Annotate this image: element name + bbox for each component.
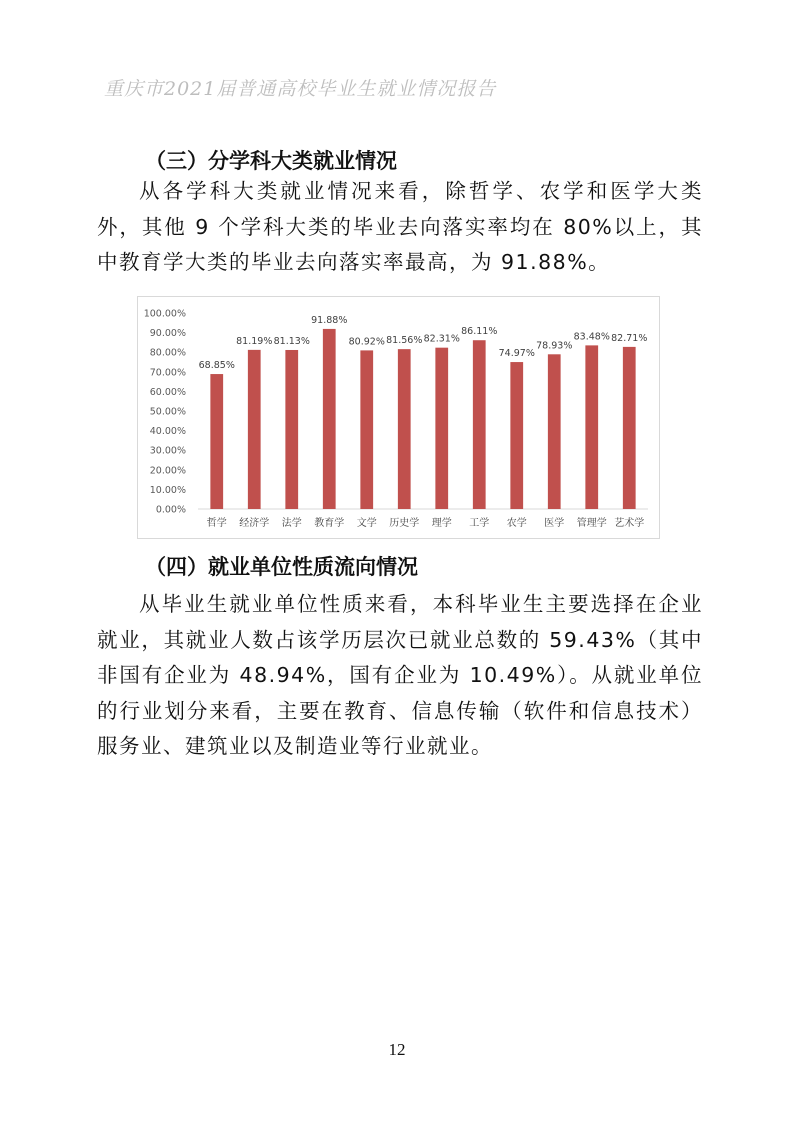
x-category-label: 艺术学	[614, 518, 645, 529]
bar-农学	[510, 362, 523, 509]
data-label: 81.56%	[386, 335, 423, 347]
data-label: 83.48%	[573, 331, 610, 343]
bar-文学	[360, 350, 373, 509]
data-label: 74.97%	[498, 348, 535, 360]
y-tick-label: 0.00%	[155, 504, 186, 516]
x-category-label: 理学	[431, 518, 452, 529]
report-header-title: 重庆市2021届普通高校毕业生就业情况报告	[104, 78, 497, 100]
bar-艺术学	[623, 347, 636, 509]
data-label: 80.92%	[348, 336, 385, 348]
data-label: 82.71%	[611, 332, 648, 344]
y-tick-label: 50.00%	[149, 406, 186, 418]
y-tick-label: 70.00%	[149, 367, 186, 379]
x-category-label: 法学	[281, 518, 302, 529]
bar-教育学	[323, 329, 336, 509]
page-number: 12	[388, 1040, 406, 1059]
y-tick-label: 10.00%	[149, 484, 186, 496]
x-category-label: 医学	[544, 518, 565, 529]
x-category-label: 工学	[469, 518, 490, 529]
bar-chart-svg	[138, 297, 659, 538]
data-label: 81.13%	[273, 335, 310, 347]
y-tick-label: 60.00%	[149, 386, 186, 398]
bar-工学	[473, 340, 486, 509]
bar-历史学	[398, 349, 411, 509]
data-label: 86.11%	[461, 326, 498, 338]
y-tick-label: 20.00%	[149, 465, 186, 477]
bar-理学	[435, 348, 448, 509]
y-tick-label: 80.00%	[149, 347, 186, 359]
section-4-title: （四）就业单位性质流向情况	[145, 555, 418, 579]
data-label: 81.19%	[236, 335, 273, 347]
bar-管理学	[585, 345, 598, 509]
bar-医学	[548, 354, 561, 509]
y-tick-label: 90.00%	[149, 328, 186, 340]
x-category-label: 历史学	[389, 518, 420, 529]
x-category-label: 哲学	[206, 518, 227, 529]
x-category-label: 农学	[506, 518, 527, 529]
y-tick-label: 100.00%	[143, 308, 186, 320]
section-3-paragraph: 从各学科大类就业情况来看，除哲学、农学和医学大类外，其他 9 个学科大类的毕业去向落实率均在 80%以上，其中教育学大类的毕业去向落实率最高，为 91.88%。	[97, 179, 703, 274]
data-label: 82.31%	[423, 333, 460, 345]
x-category-label: 经济学	[239, 518, 270, 529]
data-label: 91.88%	[311, 314, 348, 326]
x-category-label: 教育学	[314, 518, 345, 529]
data-label: 68.85%	[198, 360, 235, 372]
section-4-paragraph: 从毕业生就业单位性质来看，本科毕业生主要选择在企业就业，其就业人数占该学历层次已就业总数的 59.43%（其中非国有企业为 48.94%，国有企业为 10.49%）。从就业单位的行业划分来看，主要在教育、信息传输（软件和信息技术）服务业、建筑业以及制造业等行业就业。	[97, 592, 703, 758]
bar-哲学	[210, 374, 223, 509]
bar-法学	[285, 350, 298, 509]
y-tick-label: 30.00%	[149, 445, 186, 457]
x-category-label: 管理学	[576, 518, 607, 529]
section-3-title: （三）分学科大类就业情况	[145, 149, 397, 173]
x-category-label: 文学	[356, 518, 377, 529]
y-tick-label: 40.00%	[149, 426, 186, 438]
discipline-employment-chart	[137, 296, 660, 539]
bar-经济学	[248, 350, 261, 509]
data-label: 78.93%	[536, 340, 573, 352]
